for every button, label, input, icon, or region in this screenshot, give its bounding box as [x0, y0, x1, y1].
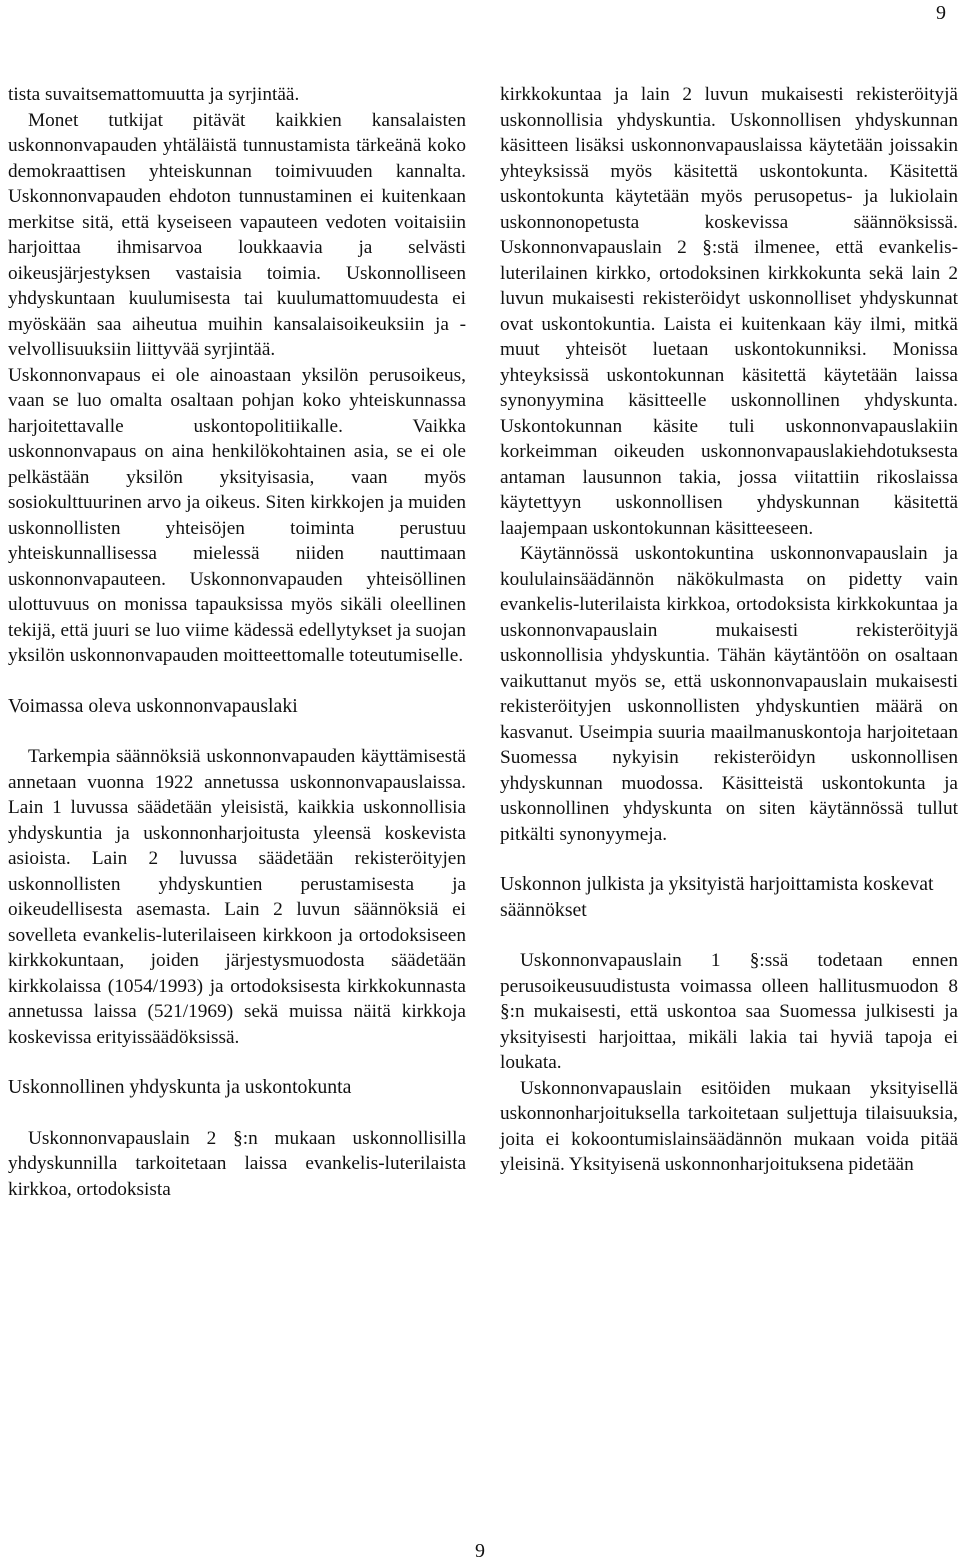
right-paragraph-2: Käytännössä uskontokuntina uskonnonvapauslain ja koululainsäädännön näkökulmasta on pidetty vain evankelis-luterilaista kirkkoa, ortodoksista kirkkokuntaa ja uskonnonvapauslain mukaisesti rekisteröityjä uskonnollisia yhdyskuntia. Tähän käytäntöön on osaltaan vaikuttanut myös se, että uskonnonvapauslain mukaisesti rekisteröityjen uskonnollisten yhdyskuntien määrä on kasvanut. Useimpia suuria maailmanuskontoja harjoitetaan Suomessa nykyisin rekisteröidyn uskonnollisen yhdyskunnan muodossa. Käsitteistä uskontokunta ja uskonnollinen yhdyskunta on siten käytännössä tullut pitkälti synonyymeja. — [500, 543, 958, 845]
section-heading-voimassa: Voimassa oleva uskonnonvapauslaki — [8, 694, 298, 717]
section-heading-yhdyskunta: Uskonnollinen yhdyskunta ja uskontokunta — [8, 1076, 352, 1098]
right-column — [500, 82, 958, 1178]
page-number-top: 9 — [936, 2, 946, 24]
section-heading-harjoittaminen: Uskonnon julkista ja yksityistä harjoittamista koskevat säännökset — [500, 873, 934, 921]
left-column — [8, 82, 466, 1202]
right-paragraph-4: Uskonnonvapauslain esitöiden mukaan yksityisellä uskonnonharjoituksella tarkoitetaan suljettuja tilaisuuksia, joita ei kokoontumislainsäädännön mukaan voida pitää yleisinä. Yksityisenä uskonnonharjoituksena pidetään — [500, 1077, 958, 1175]
page-number-bottom: 9 — [475, 1540, 485, 1562]
left-paragraph-1: tista suvaitsemattomuutta ja syrjintää. — [8, 84, 300, 105]
right-paragraph-3: Uskonnonvapauslain 1 §:ssä todetaan ennen perusoikeusuudistusta voimassa olleen hallitusmuodon 8 §:n mukaisesti, että uskontoa saa Suomessa julkisesti ja yksityisesti harjoittaa, mikäli lakia tai hyviä tapoja ei loukata. — [500, 950, 958, 1073]
left-paragraph-5: Uskonnonvapauslain 2 §:n mukaan uskonnollisilla yhdyskunnilla tarkoitetaan laissa evankelis-luterilaista kirkkoa, ortodoksista — [8, 1127, 466, 1200]
right-paragraph-1: kirkkokuntaa ja lain 2 luvun mukaisesti rekisteröityjä uskonnollisia yhdyskuntia. Uskonnollisen yhdyskunnan käsitteen lisäksi uskonnonvapauslaissa käytetään joissakin yhteyksissä myös käsitettä uskontokunta. Käsitettä uskontokunta käytetään myös perusopetus- ja lukiolain uskonnonopetusta koskevissa säännöksissä. Uskonnonvapauslain 2 §:stä ilmenee, että evankelis-luterilainen kirkko, ortodoksinen kirkkokunta sekä lain 2 luvun mukaisesti rekisteröidyt uskonnolliset yhdyskunnat ovat uskontokuntia. Laista ei kuitenkaan käy ilmi, mitkä muut yhteisöt luetaan uskontokunniksi. Monissa yhteyksissä uskontokunnan käsitettä käytetään laissa synonyymina käsitteelle uskonnollinen yhdyskunta. Uskontokunnan käsite tuli uskonnonvapauslakiin korkeimman oikeuden uskonnonvapauslakiehdotuksesta antaman lausunnon takia, jossa viitattiin rikoslaissa käytettyyn uskonnollisen yhdyskunnan käsitettä laajempaan uskontokunnan käsitteeseen. — [500, 84, 958, 539]
left-paragraph-4: Tarkempia säännöksiä uskonnonvapauden käyttämisestä annetaan vuonna 1922 annetussa uskonnonvapauslaissa. Lain 1 luvussa säädetään yleisistä, kaikkia uskonnollisia yhdyskuntia ja uskonnonharjoitusta yleensä koskevista asioista. Lain 2 luvussa säädetään rekisteröityjen uskonnollisten yhdyskuntien perustamisesta ja oikeudellisesta asemasta. Lain 2 luvun säännöksiä ei sovelleta evankelis-luterilaiseen kirkkoon ja ortodoksiseen kirkkokuntaan, joiden järjestysmuodosta säädetään kirkkolaissa (1054/1993) ja ortodoksisesta kirkkokunnasta annetussa laissa (521/1969) sekä muissa näitä kirkkoja koskevissa erityissäädöksissä. — [8, 746, 466, 1048]
left-paragraph-2: Monet tutkijat pitävät kaikkien kansalaisten uskonnonvapauden yhtäläistä tunnustamista tärkeänä koko demokraattisen yhteiskunnan toimivuuden kannalta. Uskonnonvapauden ehdoton tunnustaminen ei kuitenkaan merkitse sitä, että kyseiseen vapauteen vedoten voitaisiin harjoittaa ihmisarvoa loukkaavia ja selvästi oikeusjärjestyksen vastaisia toimia. Uskonnolliseen yhdyskuntaan kuulumisesta tai kuulumattomuudesta ei myöskään saa aiheutua muihin kansalaisoikeuksiin ja -velvollisuuksiin liittyvää syrjintää. — [8, 109, 466, 360]
left-paragraph-3: Uskonnonvapaus ei ole ainoastaan yksilön perusoikeus, vaan se luo omalta osaltaan pohjan koko yhteiskunnassa harjoitettavalle uskontopolitiikalle. Vaikka uskonnonvapaus on aina henkilökohtainen asia, se ei ole pelkästään yksilön yksityisasia, vaan myös sosiokulttuurinen arvo ja oikeus. Siten kirkkojen ja muiden uskonnollisten yhteisöjen toiminta perustuu yhteiskunnallisessa mielessä niiden nauttimaan uskonnonvapauteen. Uskonnonvapauden yhteisöllinen ulottuvuus on monissa tapauksissa myös sikäli oleellinen tekijä, että juuri se luo viime kädessä edellytykset ja suojan yksilön uskonnonvapauden moitteettomalle toteutumiselle. — [8, 364, 466, 666]
